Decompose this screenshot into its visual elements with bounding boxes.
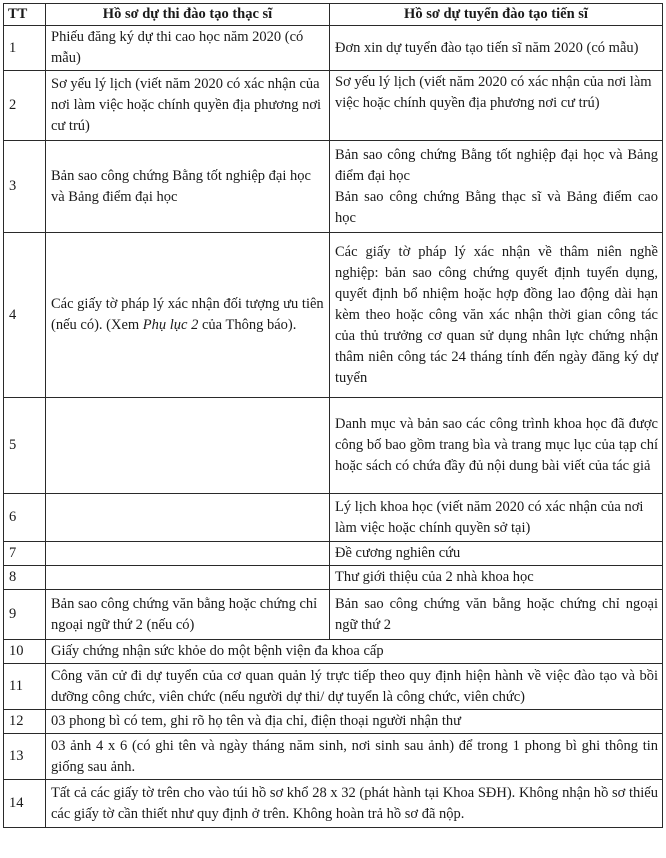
doctoral-cell: Sơ yếu lý lịch (viết năm 2020 có xác nhận của nơi làm việc hoặc chính quyền địa phương nơi cư trú) bbox=[330, 71, 663, 141]
row-number: 13 bbox=[4, 734, 46, 780]
masters-cell bbox=[46, 398, 330, 494]
doctoral-cell: Danh mục và bản sao các công trình khoa học đã được công bố bao gồm trang bìa và trang mục lục của tạp chí hoặc sách có chứa đầy đủ nội dung bài viết của tác giả bbox=[330, 398, 663, 494]
table-row bbox=[4, 780, 663, 828]
row-number: 10 bbox=[4, 640, 46, 664]
table-header-row bbox=[4, 4, 663, 26]
table-row bbox=[4, 542, 663, 566]
masters-cell: Bản sao công chứng văn bằng hoặc chứng chỉ ngoại ngữ thứ 2 (nếu có) bbox=[46, 590, 330, 640]
doctoral-cell: Đề cương nghiên cứu bbox=[330, 542, 663, 566]
doctoral-cell: Các giấy tờ pháp lý xác nhận về thâm niên nghề nghiệp: bản sao công chứng quyết định tuyển dụng, quyết định bổ nhiệm hoặc hợp đồng lao động dài hạn kèm theo hoặc công văn xác nhận thời gian công tác của thủ trưởng cơ quan sử dụng nhân lực chứng nhận thâm niên công tác 24 tháng tính đến ngày đăng ký dự tuyển bbox=[330, 233, 663, 398]
table-row bbox=[4, 26, 663, 71]
table-row bbox=[4, 233, 663, 398]
row-number: 8 bbox=[4, 566, 46, 590]
masters-cell bbox=[46, 566, 330, 590]
masters-cell bbox=[46, 542, 330, 566]
table-row bbox=[4, 734, 663, 780]
doctoral-cell: Bản sao công chứng văn bằng hoặc chứng chỉ ngoại ngữ thứ 2 bbox=[330, 590, 663, 640]
common-cell: 03 ảnh 4 x 6 (có ghi tên và ngày tháng năm sinh, nơi sinh sau ảnh) để trong 1 phong bì ghi thông tin giống sau ảnh. bbox=[46, 734, 663, 780]
doctoral-cell: Đơn xin dự tuyển đào tạo tiến sĩ năm 2020 (có mẫu) bbox=[330, 26, 663, 71]
row-number: 12 bbox=[4, 710, 46, 734]
row-number: 14 bbox=[4, 780, 46, 828]
table-row bbox=[4, 710, 663, 734]
masters-cell bbox=[46, 494, 330, 542]
table-row bbox=[4, 590, 663, 640]
table-row bbox=[4, 398, 663, 494]
requirements-table bbox=[3, 3, 663, 828]
masters-cell: Sơ yếu lý lịch (viết năm 2020 có xác nhận của nơi làm việc hoặc chính quyền địa phương nơi cư trú) bbox=[46, 71, 330, 141]
table-row bbox=[4, 71, 663, 141]
row-number: 5 bbox=[4, 398, 46, 494]
row-number: 2 bbox=[4, 71, 46, 141]
table-row bbox=[4, 494, 663, 542]
common-cell: Công văn cử đi dự tuyển của cơ quan quản lý trực tiếp theo quy định hiện hành về việc đào tạo và bồi dưỡng công chức, viên chức (nếu người dự thi/ dự tuyển là công chức, viên chức) bbox=[46, 664, 663, 710]
header-doctoral: Hồ sơ dự tuyển đào tạo tiến sĩ bbox=[330, 4, 663, 26]
row-number: 9 bbox=[4, 590, 46, 640]
masters-cell: Phiếu đăng ký dự thi cao học năm 2020 (có mẫu) bbox=[46, 26, 330, 71]
row-number: 4 bbox=[4, 233, 46, 398]
table-row bbox=[4, 566, 663, 590]
row-number: 6 bbox=[4, 494, 46, 542]
row-number: 7 bbox=[4, 542, 46, 566]
masters-text: Các giấy tờ pháp lý xác nhận đối tượng ưu tiên (nếu có). (Xem bbox=[51, 296, 324, 333]
appendix-reference: Phụ lục 2 bbox=[142, 317, 199, 333]
table-row bbox=[4, 141, 663, 233]
header-masters: Hồ sơ dự thi đào tạo thạc sĩ bbox=[46, 4, 330, 26]
doctoral-cell: Thư giới thiệu của 2 nhà khoa học bbox=[330, 566, 663, 590]
table-row bbox=[4, 664, 663, 710]
common-cell: Tất cả các giấy tờ trên cho vào túi hồ sơ khổ 28 x 32 (phát hành tại Khoa SĐH). Không nhận hồ sơ thiếu các giấy tờ cần thiết như quy định ở trên. Không hoàn trả hồ sơ đã nộp. bbox=[46, 780, 663, 828]
doctoral-cell bbox=[330, 141, 663, 233]
table-row bbox=[4, 640, 663, 664]
doctoral-cell: Lý lịch khoa học (viết năm 2020 có xác nhận của nơi làm việc hoặc chính quyền sở tại) bbox=[330, 494, 663, 542]
masters-cell bbox=[46, 233, 330, 398]
masters-text: của Thông báo). bbox=[198, 317, 297, 333]
row-number: 11 bbox=[4, 664, 46, 710]
doctoral-cell-line: Bản sao công chứng Bằng thạc sĩ và Bảng điểm cao học bbox=[335, 188, 658, 226]
common-cell: 03 phong bì có tem, ghi rõ họ tên và địa chỉ, điện thoại người nhận thư bbox=[46, 710, 663, 734]
masters-cell: Bản sao công chứng Bằng tốt nghiệp đại học và Bảng điểm đại học bbox=[46, 141, 330, 233]
header-tt: TT bbox=[4, 4, 46, 26]
doctoral-cell-line: Bản sao công chứng Bằng tốt nghiệp đại học và Bảng điểm đại học bbox=[335, 146, 658, 184]
common-cell: Giấy chứng nhận sức khỏe do một bệnh viện đa khoa cấp bbox=[46, 640, 663, 664]
row-number: 3 bbox=[4, 141, 46, 233]
row-number: 1 bbox=[4, 26, 46, 71]
